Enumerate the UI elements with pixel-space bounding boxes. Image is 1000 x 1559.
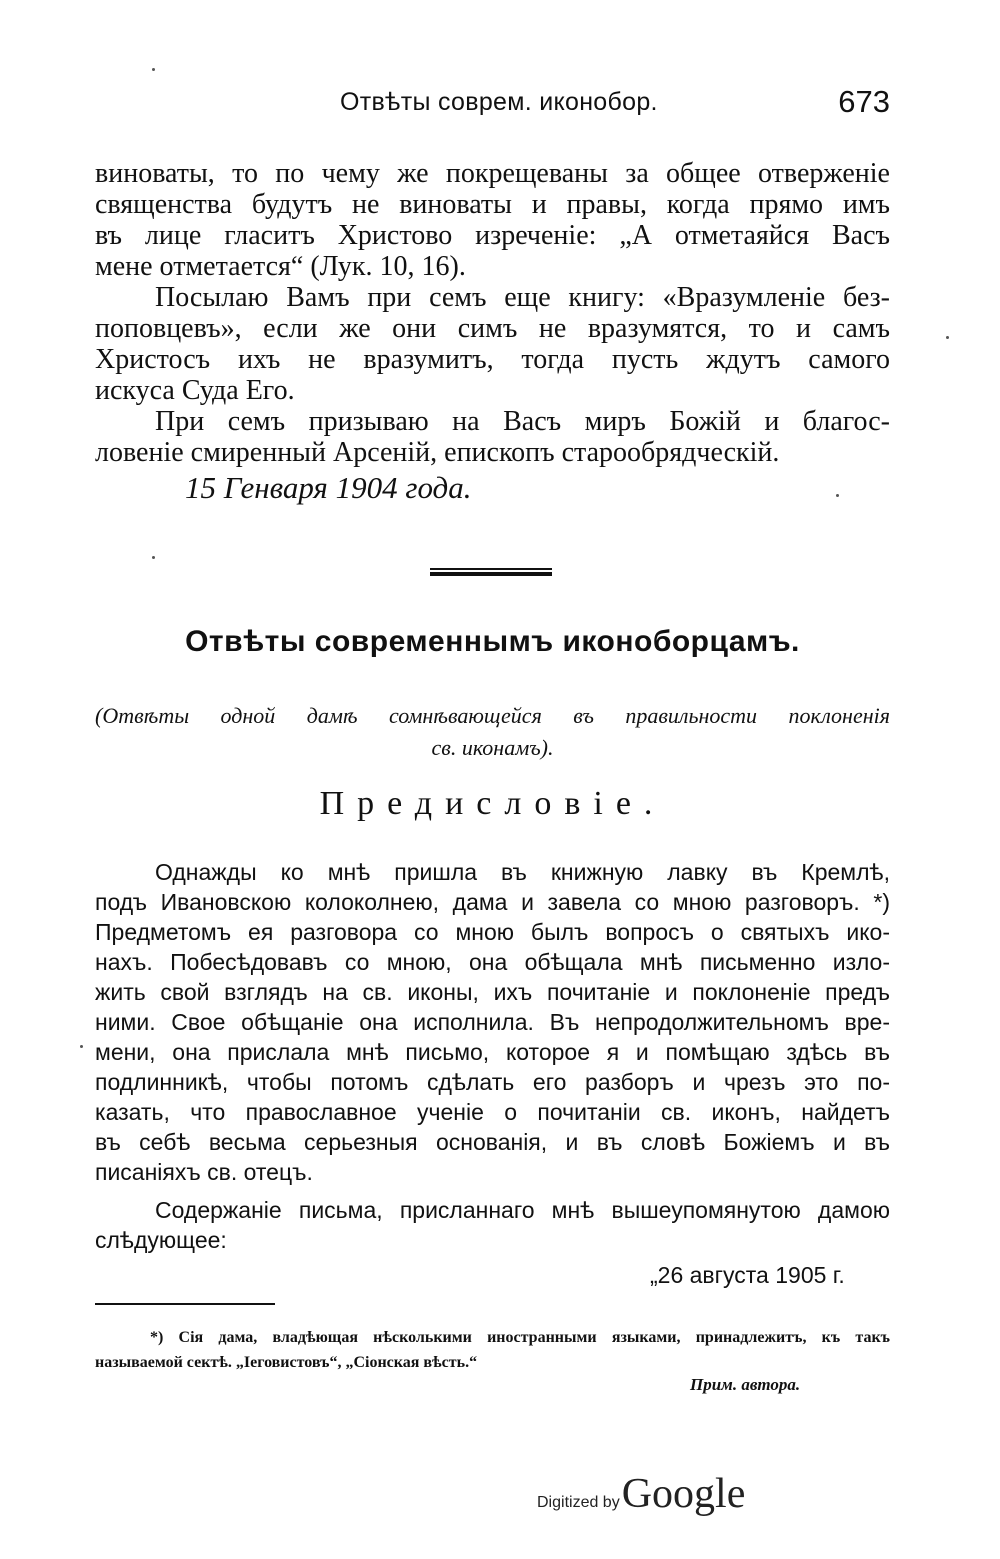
text-line: подъ Ивановскою колоколнею, дама и завела со мною разговоръ. *) [95, 889, 890, 915]
section-divider [430, 568, 552, 576]
text-line: искуса Суда Его. [95, 375, 295, 406]
text-line: ними. Свое обѣщаніе она исполнила. Въ непродолжительномъ вре- [95, 1009, 890, 1035]
letter-ending [95, 158, 890, 468]
text-line: жить свой взглядъ на св. иконы, ихъ почитаніе и поклоненіе предъ [95, 979, 890, 1005]
text-line: виноваты, то по чему же покрещеваны за общее отверженіе [95, 158, 890, 189]
watermark-prefix: Digitized by [537, 1494, 620, 1511]
text-line: писаніяхъ св. отецъ. [95, 1159, 313, 1185]
text-line: ловеніе смиренный Арсеній, епископъ старообрядческій. [95, 437, 780, 468]
footnote-line: *) Сія дама, владѣющая нѣсколькими иностранными языками, принадлежитъ, къ такъ [150, 1329, 890, 1346]
section-title: Отвѣты современнымъ иконоборцамъ. [185, 625, 800, 658]
scan-speck [80, 1045, 83, 1048]
running-title: Отвѣты соврем. иконобор. [340, 88, 658, 116]
scan-speck [152, 556, 155, 559]
text-line: въ себѣ весьма серьезныя основанія, и въ словѣ Божіемъ и въ [95, 1129, 890, 1155]
letter-date-1904: 15 Генваря 1904 года. [185, 470, 472, 505]
page-header [95, 84, 890, 128]
text-line: поповцевъ», если же они симъ не вразумятся, то и самъ [95, 313, 890, 344]
text-line: При семъ призываю на Васъ миръ Божій и благос- [155, 406, 890, 437]
text-line: Посылаю Вамъ при семъ еще книгу: «Вразумленіе без- [155, 282, 890, 313]
scan-speck [946, 336, 949, 339]
text-line: священства будутъ не виноваты и правы, когда прямо имъ [95, 189, 890, 220]
section-subtitle [95, 700, 890, 764]
subtitle-line: св. иконамъ). [431, 735, 554, 760]
letter-date-1905: „26 августа 1905 г. [650, 1262, 845, 1288]
text-line: мене отметается“ (Лук. 10, 16). [95, 251, 466, 282]
preface-heading: Предисловіе. [319, 785, 666, 822]
text-line: Однажды ко мнѣ пришла въ книжную лавку въ Кремлѣ, [155, 859, 890, 885]
page-number: 673 [838, 84, 890, 119]
footnote-rule [95, 1303, 275, 1305]
text-line: мени, она прислала мнѣ письмо, которое я и помѣщаю здѣсь въ [95, 1039, 890, 1065]
text-line: Предметомъ ея разговора со мною былъ вопросъ о святыхъ ико- [95, 919, 890, 945]
scan-speck [836, 494, 839, 497]
footnote-line: называемой сектѣ. „Іеговистовъ“, „Сіонская вѣсть.“ [95, 1354, 478, 1371]
subtitle-line: (Отвѣты одной дамѣ сомнѣвающейся въ правильности поклоненія [95, 703, 890, 728]
scan-speck [152, 68, 155, 71]
footnote [95, 1325, 890, 1375]
text-line: слѣдующее: [95, 1227, 227, 1253]
text-line: нахъ. Побесѣдовавъ со мною, она обѣщала мнѣ письменно изло- [95, 949, 890, 975]
text-line: Христосъ ихъ не вразумитъ, тогда пусть ждутъ самого [95, 344, 890, 375]
preface-text [95, 857, 890, 1255]
text-line: казать, что православное ученіе о почитаніи св. иконъ, найдетъ [95, 1099, 890, 1125]
footnote-signature: Прим. автора. [690, 1375, 801, 1394]
watermark-brand: Google [621, 1471, 746, 1517]
text-line: Содержаніе письма, присланнаго мнѣ вышеупомянутою дамою [155, 1197, 890, 1223]
text-line: подлинникѣ, чтобы потомъ сдѣлать его разборъ и чрезъ это по- [95, 1069, 890, 1095]
digitized-watermark [537, 1470, 745, 1530]
text-line: въ лице гласитъ Христово изреченіе: „А отметаяйся Васъ [95, 220, 890, 251]
